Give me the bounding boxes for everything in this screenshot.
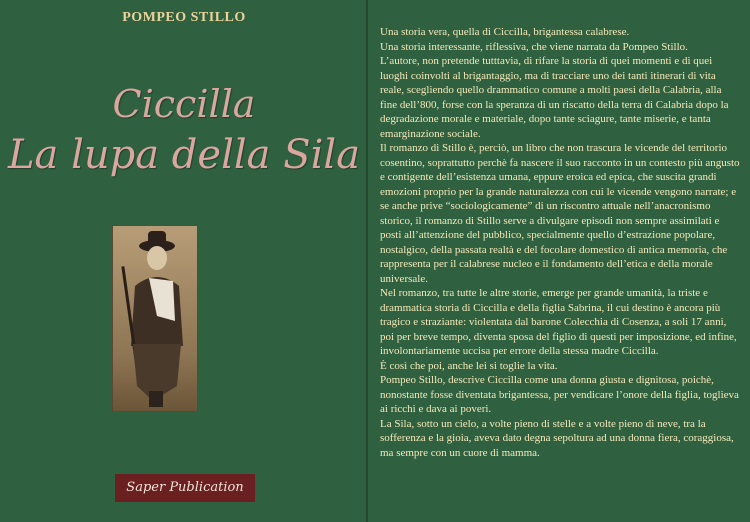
blurb-paragraph: La Sila, sotto un cielo, a volte pieno di stelle e a volte pieno di neve, tra la sofferenza e la gioia, aveva dato degna sepoltura ad una donna fiera, coraggiosa, ma sempre con un cuore di mamma. [380, 417, 734, 459]
brigand-woman-portrait-icon [112, 225, 198, 412]
blurb-paragraph: Una storia interessante, riflessiva, che viene narrata da Pompeo Stillo. [380, 40, 688, 53]
blurb-paragraph: Una storia vera, quella di Ciccilla, brigantessa calabrese. [380, 26, 630, 38]
book-title-line1: Ciccilla [112, 82, 256, 126]
back-cover [368, 0, 750, 522]
blurb-paragraph: L’autore, non pretende tutttavia, di rifare la storia di quei momenti e di quei luoghi coinvolti al brigantaggio, ma di tracciare uno dei tanti itinerari di vita reale, scegliendo quello drammatico comune a molti paesi della Calabria, alla fine dell’800, forse con la speranza di un riscatto della terra di Calabria dopo la degradazione morale e materiale, dopo tante sciagure, tante miserie, e tanta emarginazione sociale. [380, 55, 729, 140]
blurb-paragraph: È così che poi, anche lei si toglie la vita. [380, 359, 558, 372]
blurb-paragraph: Il romanzo di Stillo è, perciò, un libro che non trascura le vicende del territorio cosentino, soprattutto perchè fa nascere il suo racconto in un contesto più angusto e contigente dell’esistenza umana, eppure eroica ed epica, che suscita grandi emozioni proprio per la grande naturalezza con cui le vicende vengono narrate; e se anche prive “sociologicamente” di un riscontro attuale nell’anacronismo storico, il romanzo di Stillo serve a divulgare episodi non sempre assimilati e posti all’attenzione del pubblico, specialmente quello d’estrazione popolare, nostalgico, della passata realtà e del focolare domestico di antica memoria, che rappresenta per il calabrese nucleo e il fondamento dell’etica e della morale universale. [380, 142, 740, 285]
back-cover-blurb [380, 25, 740, 460]
blurb-paragraph: Nel romanzo, tra tutte le altre storie, emerge per grande umanità, la triste e drammatica storia di Ciccilla e della figlia Sabrina, il cui destino è ancora più tragico e straziante: violentata dal barone Colecchia di Cosenza, a soli 17 anni, poi per breve tempo, diventa sposa del figlio di questi per imposizione, ed infine, involontariamente uccisa per errore della stessa madre Ciccilla. [380, 287, 737, 357]
author-name: POMPEO STILLO [122, 10, 246, 25]
front-cover [0, 0, 368, 522]
book-title-line2: La lupa della Sila [7, 132, 361, 178]
blurb-paragraph: Pompeo Stillo, descrive Ciccilla come una donna giusta e dignitosa, poichè, nonostante fosse diventata brigantessa, per vendicare l’onore della figlia, toglieva ai ricchi e dava ai poveri. [380, 374, 739, 415]
publisher-label: Saper Publication [115, 474, 255, 502]
